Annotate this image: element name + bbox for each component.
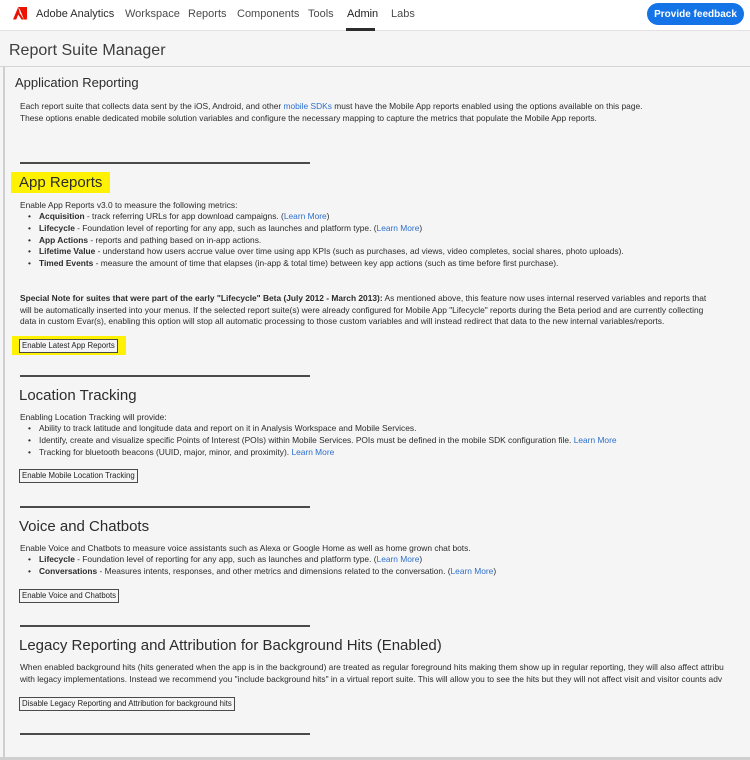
- app-reports-list: [28, 211, 624, 270]
- application-reporting-title: Application Reporting: [15, 75, 139, 90]
- disable-legacy-reporting-button[interactable]: Disable Legacy Reporting and Attribution for background hits: [19, 697, 235, 711]
- learn-more-link[interactable]: Learn More: [376, 222, 420, 233]
- section-divider: [20, 506, 310, 508]
- section-divider: [20, 625, 310, 627]
- intro-text: must have the Mobile App reports enabled using the options available on this page.: [331, 101, 643, 111]
- list-item: • Conversations - Measures intents, responses, and other metrics and dimensions related to the conversation. (Learn More): [28, 566, 496, 578]
- top-nav: [0, 0, 750, 31]
- active-tab-indicator: [346, 28, 375, 31]
- enable-latest-app-reports-button[interactable]: Enable Latest App Reports: [19, 339, 118, 353]
- learn-more-link[interactable]: Learn More: [291, 446, 335, 457]
- learn-more-link[interactable]: Learn More: [450, 565, 494, 576]
- list-item: • Tracking for bluetooth beacons (UUID, major, minor, and proximity). Learn More: [28, 447, 617, 459]
- legacy-reporting-title: Legacy Reporting and Attribution for Background Hits (Enabled): [19, 637, 442, 654]
- voice-lead: Enable Voice and Chatbots to measure voice assistants such as Alexa or Google Home as well as home grown chat bots.: [20, 543, 471, 553]
- list-item: • App Actions - reports and pathing based on in-app actions.: [28, 235, 624, 247]
- adobe-logo-icon[interactable]: [13, 7, 27, 21]
- list-item: • Lifecycle - Foundation level of reporting for any app, such as launches and platform type. (Learn More): [28, 223, 624, 235]
- app-reports-title-text: App Reports: [11, 172, 110, 193]
- enable-mobile-location-tracking-button[interactable]: Enable Mobile Location Tracking: [19, 469, 138, 483]
- section-divider: [20, 733, 310, 735]
- section-divider: [20, 375, 310, 377]
- list-item: • Timed Events - measure the amount of time that elapses (in-app & total time) between key app actions (such as time before first purchase).: [28, 258, 624, 270]
- app-reports-lead: Enable App Reports v3.0 to measure the following metrics:: [20, 200, 238, 210]
- nav-admin[interactable]: Admin: [347, 8, 379, 20]
- voice-list: [28, 554, 496, 578]
- nav-components[interactable]: Components: [237, 8, 300, 20]
- panel-left-border: [3, 67, 5, 760]
- nav-workspace[interactable]: Workspace: [125, 8, 180, 20]
- mobile-sdks-link[interactable]: mobile SDKs: [283, 101, 332, 111]
- learn-more-link[interactable]: Learn More: [573, 434, 617, 445]
- section-divider: [20, 162, 310, 164]
- list-item: • Lifecycle - Foundation level of reporting for any app, such as launches and platform type. (Learn More): [28, 554, 496, 566]
- list-item: • Acquisition - track referring URLs for app download campaigns. (Learn More): [28, 211, 624, 223]
- location-list: [28, 423, 617, 458]
- intro-text: Each report suite that collects data sent by the iOS, Android, and other: [20, 101, 284, 111]
- list-item: • Lifetime Value - understand how users accrue value over time using app KPIs (such as purchases, ad views, video completes, social shares, photo uploads).: [28, 246, 624, 258]
- beta-note: Special Note for suites that were part of the early "Lifecycle" Beta (July 2012 - March 2013): As mentioned above, this feature now uses internal reserved variables and reports that will be automatically inserted into your menus. If the selected report suite(s) were already configured for Mobile App "Lifecycle" reports during the Beta period and are currently collecting data in custom Evar(s), enabling this option will stop all automatic processing to those custom variables and will instead redirect that data to the new internal variables/reports.: [20, 293, 707, 326]
- page-title: Report Suite Manager: [9, 42, 166, 59]
- location-tracking-title: Location Tracking: [19, 387, 137, 404]
- nav-tools[interactable]: Tools: [308, 8, 334, 20]
- list-item: • Identify, create and visualize specific Points of Interest (POIs) within Mobile Services. POIs must be defined in the mobile SDK configuration file. Learn More: [28, 435, 617, 447]
- learn-more-link[interactable]: Learn More: [283, 211, 327, 221]
- provide-feedback-button[interactable]: Provide feedback: [647, 3, 744, 25]
- intro-text-2: These options enable dedicated mobile solution variables and configure the necessary mapping to capture the metrics that populate the Mobile App reports.: [20, 112, 597, 123]
- title-divider: [0, 66, 750, 67]
- enable-voice-chatbots-button[interactable]: Enable Voice and Chatbots: [19, 589, 119, 603]
- voice-chatbots-title: Voice and Chatbots: [19, 518, 150, 535]
- app-reports-title: [19, 174, 110, 191]
- list-item: • Ability to track latitude and longitude data and report on it in Analysis Workspace and Mobile Services.: [28, 423, 617, 435]
- legacy-description: When enabled background hits (hits generated when the app is in the background) are treated as regular foreground hits making them show up in regular reporting, they will also affect attribu with legacy implementations. Instead we recommend you "include background hits" in a virtual report suite. This will allow you to see the hits but they will not affect visit and visitor counts adv: [20, 662, 724, 684]
- location-lead: Enabling Location Tracking will provide:: [20, 412, 167, 422]
- app-name[interactable]: Adobe Analytics: [36, 8, 115, 20]
- nav-reports[interactable]: Reports: [188, 8, 227, 20]
- learn-more-link[interactable]: Learn More: [376, 554, 420, 564]
- application-reporting-intro: [20, 101, 740, 124]
- nav-labs[interactable]: Labs: [391, 8, 415, 20]
